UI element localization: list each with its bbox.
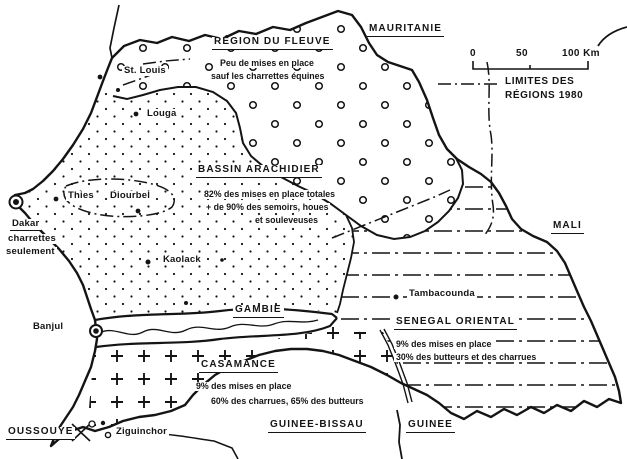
dakar-note-line1: charrettes xyxy=(8,233,56,244)
northeast-border-hook xyxy=(598,27,627,46)
small-town-dot-1 xyxy=(116,88,120,92)
country-label-mauritanie: MAURITANIE xyxy=(367,24,444,37)
country-label-gambie: GAMBIE xyxy=(233,305,284,318)
city-marker-diourbel xyxy=(136,209,141,214)
region-label-casamance: CASAMANCE xyxy=(199,360,278,373)
scale-bar xyxy=(473,61,588,69)
legend-limites-line2: RÉGIONS 1980 xyxy=(505,90,584,101)
scale-label-50: 50 xyxy=(516,48,528,59)
city-label-tambacounda: Tambacounda xyxy=(409,288,475,299)
country-label-mali: MALI xyxy=(551,221,584,234)
scale-label-100km: 100 Km xyxy=(562,48,600,59)
country-label-guinee-bissau: GUINEE-BISSAU xyxy=(268,420,366,433)
village-dot-2 xyxy=(101,421,105,425)
dakar-note-line2: seulement xyxy=(6,246,55,257)
oriental-note-1: 9% des mises en place xyxy=(396,339,492,349)
bassin-note-3: et souleveuses xyxy=(255,215,319,225)
oriental-note-2: 30% des butteurs et des charrues xyxy=(396,352,537,362)
bassin-note-1: 82% des mises en place totales xyxy=(204,189,336,199)
city-marker-ziguinchor xyxy=(105,432,110,437)
city-label-st-louis: St. Louis xyxy=(124,65,166,76)
small-town-dot-3 xyxy=(184,301,188,305)
scale-label-0: 0 xyxy=(470,48,476,59)
city-label-ziguinchor: Ziguinchor xyxy=(116,426,168,437)
guineabissau-guinee-border xyxy=(397,410,402,459)
city-marker-kaolack xyxy=(146,260,151,265)
casamance-note-2: 60% des charrues, 65% des butteurs xyxy=(211,396,364,406)
city-label-thies: Thies xyxy=(68,190,94,201)
casamance-note-1: 9% des mises en place xyxy=(196,381,292,391)
capital-marker-dakar xyxy=(10,196,23,209)
city-label-dakar: Dakar xyxy=(12,218,40,229)
capital-marker-banjul xyxy=(90,325,102,337)
mauritania-coastline xyxy=(110,5,119,58)
country-label-guinee: GUINEE xyxy=(406,420,455,433)
region-label-fleuve: RÉGION DU FLEUVE xyxy=(212,37,333,50)
bassin-note-2: + de 90% des semoirs, houes xyxy=(206,202,329,212)
city-marker-louga xyxy=(134,112,139,117)
city-marker-st-louis xyxy=(98,75,103,80)
casamance-coast-detail xyxy=(128,434,238,459)
legend-limites-line1: LIMITES DES xyxy=(505,76,575,87)
city-label-diourbel: Diourbel xyxy=(110,190,151,201)
fleuve-note-1: Peu de mises en place xyxy=(220,58,314,68)
region-label-bassin: BASSIN ARACHIDIER xyxy=(196,165,322,178)
city-label-louga: Louga xyxy=(147,108,177,119)
village-circle-1 xyxy=(89,421,95,427)
city-marker-thies xyxy=(54,197,59,202)
fleuve-note-2: sauf les charrettes équines xyxy=(211,71,325,81)
city-label-kaolack: Kaolack xyxy=(163,254,201,265)
city-marker-tambacounda xyxy=(394,295,399,300)
city-label-banjul: Banjul xyxy=(33,321,64,332)
city-label-oussouye: OUSSOUYE xyxy=(6,427,75,440)
region-label-oriental: SENEGAL ORIENTAL xyxy=(394,317,517,330)
small-town-dot-2 xyxy=(220,258,224,262)
